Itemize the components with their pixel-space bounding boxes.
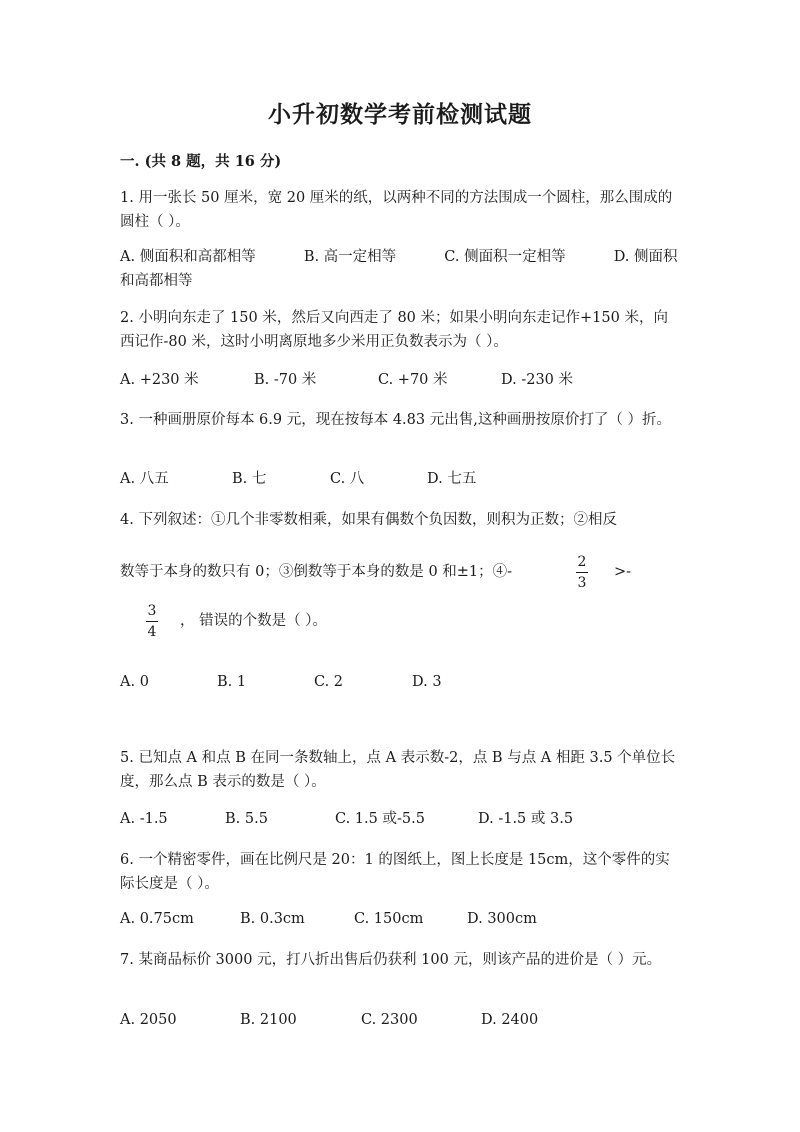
question-4-line-2: 数等于本身的数只有 0；③倒数等于本身的数是 0 和±1；④-: [120, 564, 513, 580]
question-6-option-b: B. 0.3cm: [240, 911, 305, 927]
question-2-option-d: D. -230 米: [501, 372, 574, 388]
question-2-option-b: B. -70 米: [254, 372, 317, 388]
question-4-option-d: D. 3: [412, 674, 442, 690]
question-4-line-1: 4. 下列叙述：①几个非零数相乘，如果有偶数个负因数，则积为正数；②相反: [120, 512, 617, 528]
question-3-option-d: D. 七五: [427, 471, 477, 487]
question-6-option-d: D. 300cm: [467, 911, 537, 927]
fraction-1-bar: [576, 572, 588, 573]
fraction-1-numerator: 2: [577, 554, 587, 570]
question-1-options: [120, 245, 680, 293]
question-1-option-d: D. 侧面积和高都相等: [120, 249, 678, 289]
question-7-option-b: B. 2100: [240, 1012, 297, 1028]
question-2-option-a: A. +230 米: [120, 372, 199, 388]
question-4-option-b: B. 1: [217, 674, 247, 690]
question-4-option-a: A. 0: [120, 674, 149, 690]
question-6: 6. 一个精密零件，画在比例尺是 20：1 的图纸上，图上长度是 15cm，这个零件的实际长度是（ ）。: [120, 852, 670, 892]
page-title: 小升初数学考前检测试题: [268, 101, 532, 128]
question-1-option-c: C. 侧面积一定相等: [444, 249, 566, 265]
fraction-three-quarters: [146, 603, 158, 640]
fraction-two-thirds: [576, 554, 588, 591]
question-7-option-c: C. 2300: [361, 1012, 418, 1028]
question-7: 7. 某商品标价 3000 元，打八折出售后仍获利 100 元，则该产品的进价是（ ）元。: [120, 952, 662, 968]
question-5-option-a: A. -1.5: [120, 811, 168, 827]
question-3: 3. 一种画册原价每本 6.9 元，现在按每本 4.83 元出售,这种画册按原价打了（ ）折。: [120, 412, 671, 428]
question-2: 2. 小明向东走了 150 米，然后又向西走了 80 米；如果小明向东走记作+150 米，向西记作-80 米，这时小明离原地多少米用正负数表示为（ ）。: [120, 310, 668, 350]
question-5-option-b: B. 5.5: [225, 811, 268, 827]
question-7-option-a: A. 2050: [120, 1012, 177, 1028]
section-heading: 一. (共 8 题，共 16 分): [120, 153, 282, 170]
question-5-option-c: C. 1.5 或-5.5: [335, 811, 425, 827]
question-3-option-b: B. 七: [232, 471, 267, 487]
question-6-option-a: A. 0.75cm: [120, 911, 194, 927]
question-5: 5. 已知点 A 和点 B 在同一条数轴上，点 A 表示数-2，点 B 与点 A 相距 3.5 个单位长度，那么点 B 表示的数是（ ）。: [120, 750, 676, 790]
fraction-2-bar: [146, 621, 158, 622]
question-1-option-b: B. 高一定相等: [303, 249, 397, 265]
question-7-option-d: D. 2400: [481, 1012, 539, 1028]
question-4-greater-than: >-: [614, 564, 632, 580]
question-5-option-d: D. -1.5 或 3.5: [478, 811, 574, 827]
question-3-option-a: A. 八五: [120, 471, 169, 487]
fraction-1-denominator: 3: [577, 575, 587, 591]
question-1: 1. 用一张长 50 厘米，宽 20 厘米的纸，以两种不同的方法围成一个圆柱，那么围成的圆柱（ ）。: [120, 190, 673, 230]
fraction-2-numerator: 3: [147, 603, 157, 619]
question-3-option-c: C. 八: [330, 471, 365, 487]
question-1-option-a: A. 侧面积和高都相等: [120, 249, 256, 265]
question-4-line-3: ， 错误的个数是（ ）。: [180, 613, 327, 629]
question-6-option-c: C. 150cm: [354, 911, 424, 927]
question-4-option-c: C. 2: [314, 674, 344, 690]
question-2-option-c: C. +70 米: [378, 372, 448, 388]
fraction-2-denominator: 4: [147, 624, 157, 640]
